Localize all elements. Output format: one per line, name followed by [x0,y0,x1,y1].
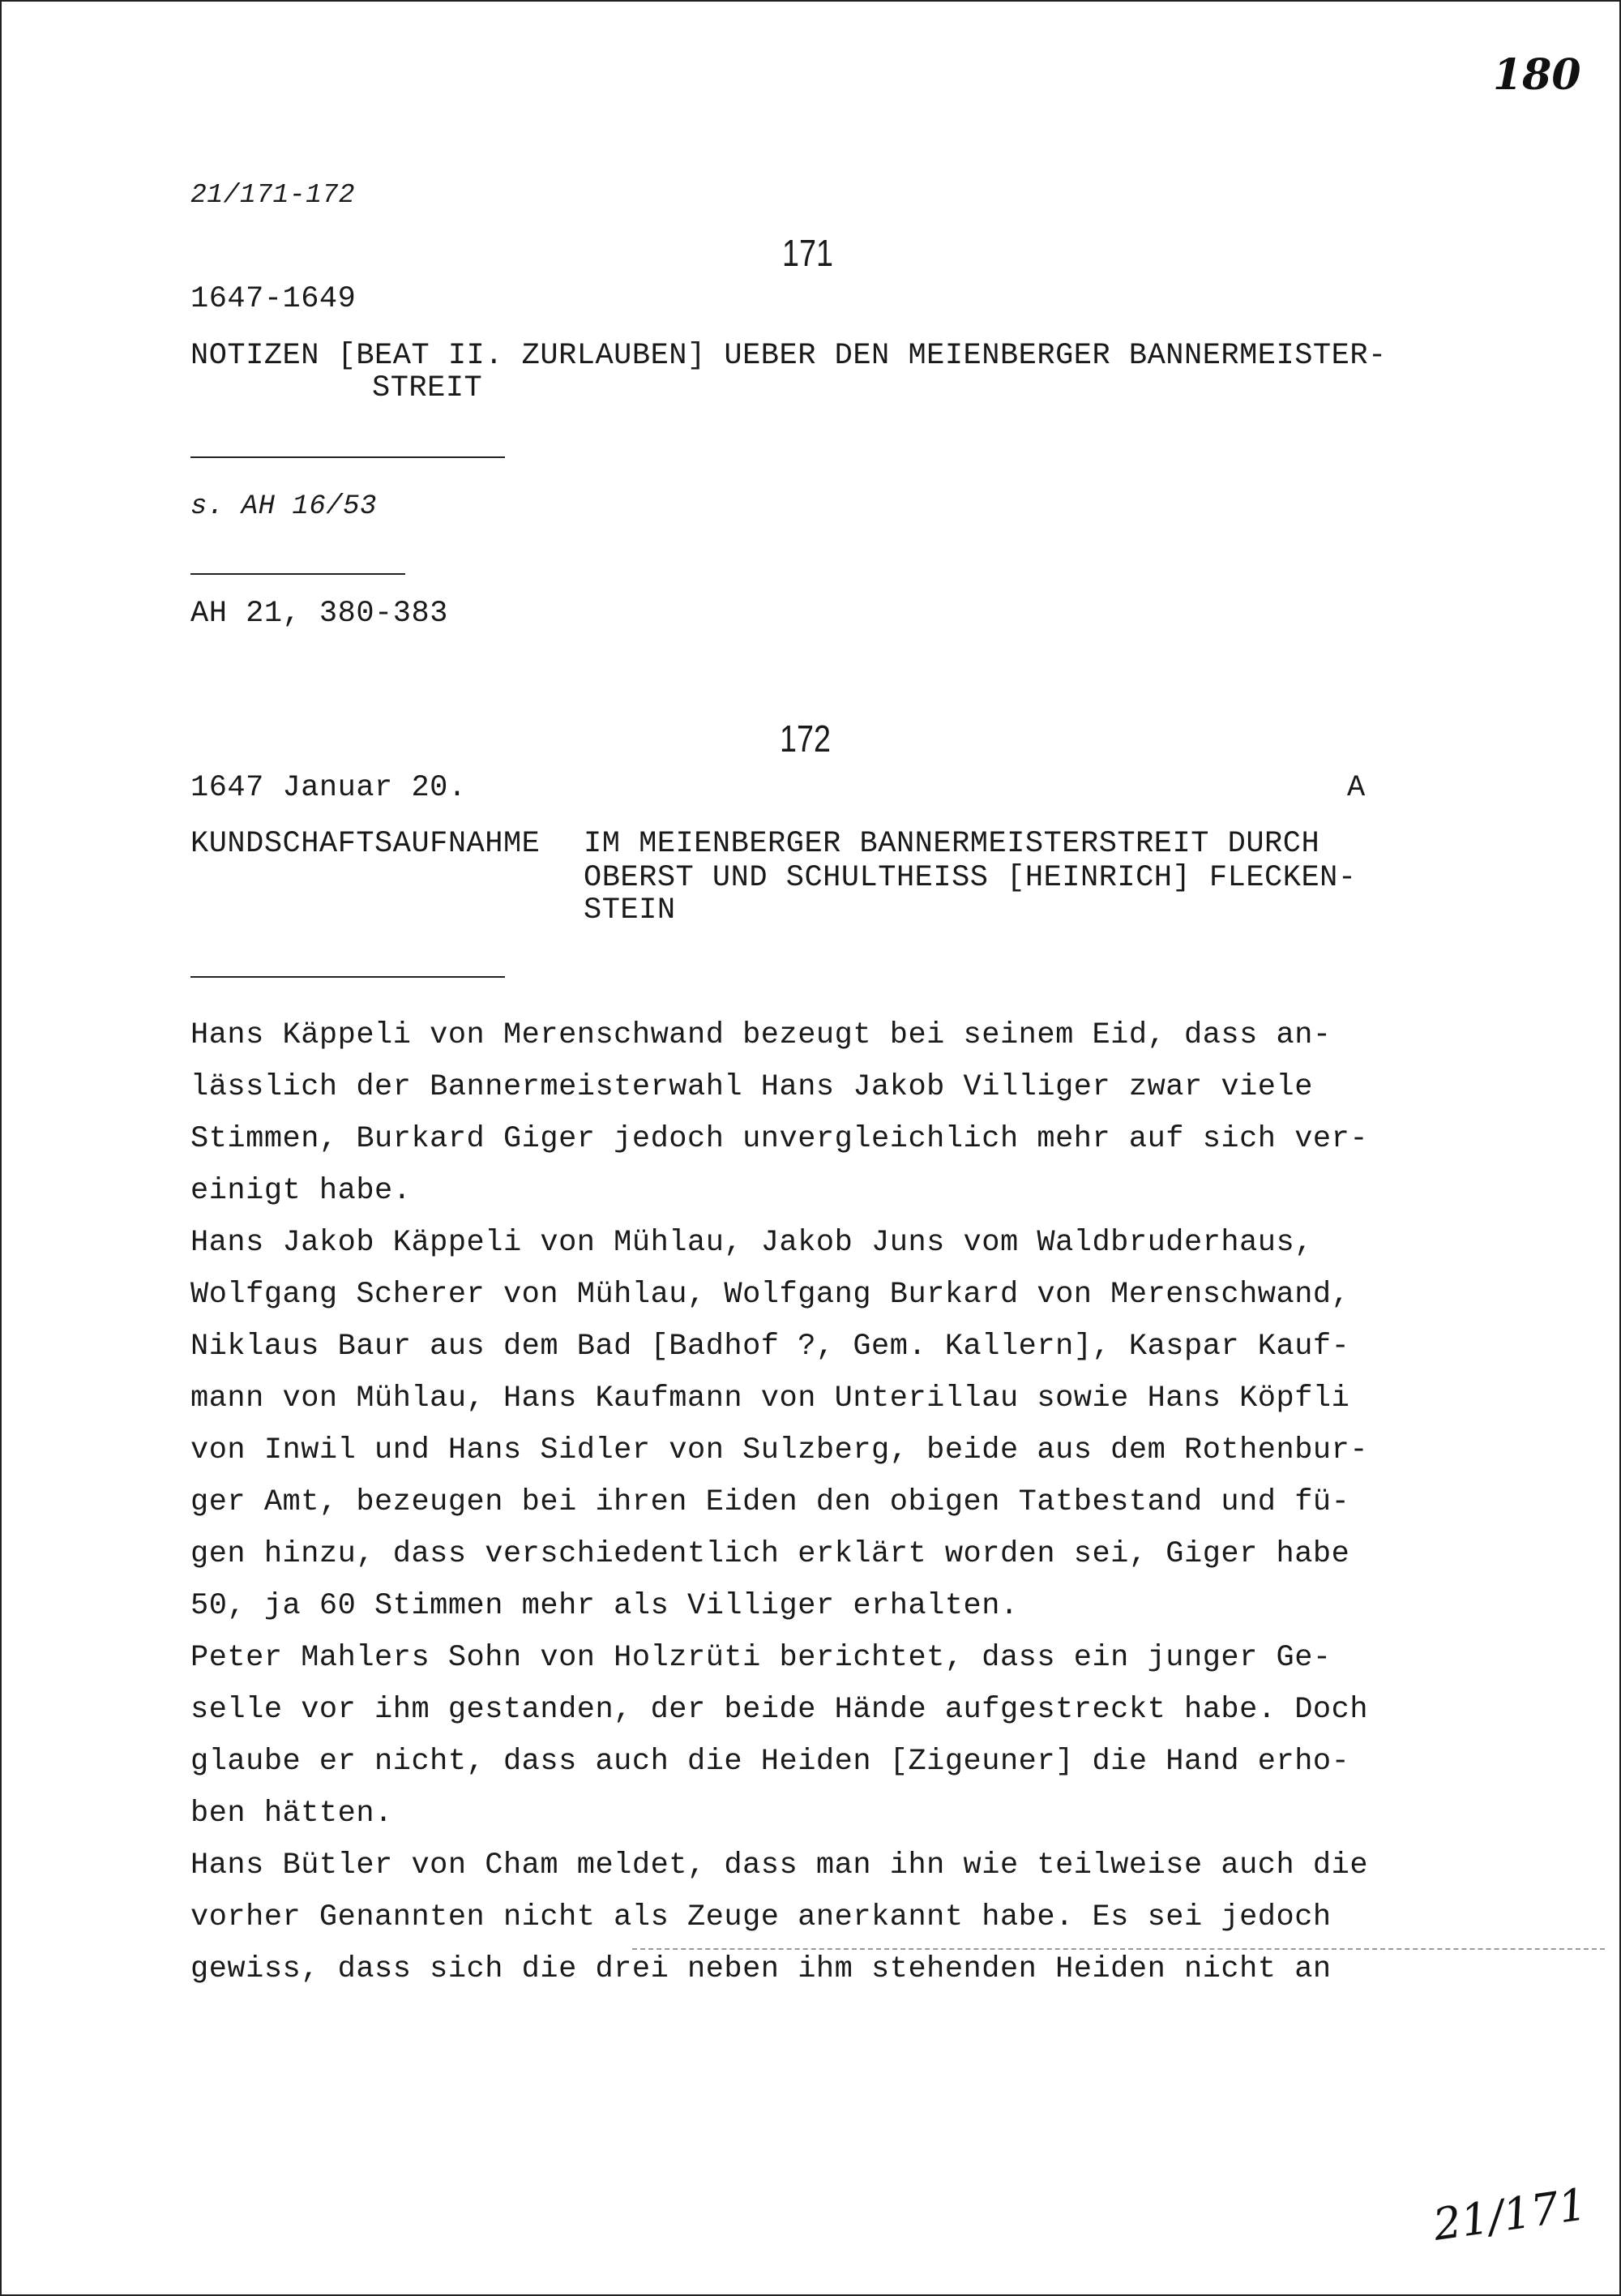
entry-171-source-rule [190,573,405,575]
folio-number-handwritten: 180 [1493,50,1581,100]
body-line: Peter Mahlers Sohn von Holzrüti berichtet, dass ein junger Ge- [190,1641,1332,1675]
body-line: gewiss, dass sich die drei neben ihm stehenden Heiden nicht an [190,1952,1332,1986]
body-line: lässlich der Bannermeisterwahl Hans Jakob Villiger zwar viele [190,1070,1313,1104]
entry-172-title-lead: KUNDSCHAFTSAUFNAHME [190,827,541,861]
entry-172-title-line2: OBERST UND SCHULTHEISS [HEINRICH] FLECKEN- [584,861,1357,895]
entry-172-number: 172 [780,718,831,760]
entry-172-rule [190,976,505,978]
entry-171-number: 171 [782,232,833,274]
entry-172-date: 1647 Januar 20. [190,771,467,805]
entry-172-title-line3: STEIN [584,893,676,927]
body-line: Stimmen, Burkard Giger jedoch unvergleichlich mehr auf sich ver- [190,1122,1369,1156]
body-line: Hans Jakob Käppeli von Mühlau, Jakob Juns vom Waldbruderhaus, [190,1226,1313,1260]
entry-172-letter: A [1347,771,1366,805]
body-line: Wolfgang Scherer von Mühlau, Wolfgang Burkard von Merenschwand, [190,1278,1350,1312]
bottom-archive-mark-handwritten: 21/171 [1430,2178,1590,2251]
body-line: Hans Käppeli von Merenschwand bezeugt bei seinem Eid, dass an- [190,1018,1332,1052]
scan-artifact-line [632,1948,1605,1950]
entry-171-rule [190,456,505,458]
entry-172-title-line1: IM MEIENBERGER BANNERMEISTERSTREIT DURCH [584,827,1320,861]
body-line: mann von Mühlau, Hans Kaufmann von Unterillau sowie Hans Köpfli [190,1381,1350,1416]
body-line: gen hinzu, dass verschiedentlich erklärt worden sei, Giger habe [190,1537,1350,1571]
entry-171-source: AH 21, 380-383 [190,597,448,631]
entry-171-title-line1: NOTIZEN [BEAT II. ZURLAUBEN] UEBER DEN MEIENBERGER BANNERMEISTER- [190,339,1387,373]
body-line: einigt habe. [190,1174,412,1208]
body-line: Niklaus Baur aus dem Bad [Badhof ?, Gem. Kallern], Kaspar Kauf- [190,1330,1350,1364]
body-line: selle vor ihm gestanden, der beide Hände aufgestreckt habe. Doch [190,1693,1369,1727]
body-line: ben hätten. [190,1797,393,1831]
archive-reference: 21/171-172 [190,180,356,210]
body-line: Hans Bütler von Cham meldet, dass man ihn wie teilweise auch die [190,1848,1369,1883]
body-line: glaube er nicht, dass auch die Heiden [Zigeuner] die Hand erho- [190,1745,1350,1779]
body-line: ger Amt, bezeugen bei ihren Eiden den obigen Tatbestand und fü- [190,1485,1350,1519]
body-line: vorher Genannten nicht als Zeuge anerkannt habe. Es sei jedoch [190,1900,1332,1934]
body-line: von Inwil und Hans Sidler von Sulzberg, beide aus dem Rothenbur- [190,1433,1369,1467]
entry-171-title-line2: STREIT [372,371,483,405]
entry-171-date: 1647-1649 [190,282,357,316]
body-line: 50, ja 60 Stimmen mehr als Villiger erhalten. [190,1589,1019,1623]
entry-172-body [190,1009,1455,1995]
entry-171-see-reference: s. AH 16/53 [190,491,377,522]
